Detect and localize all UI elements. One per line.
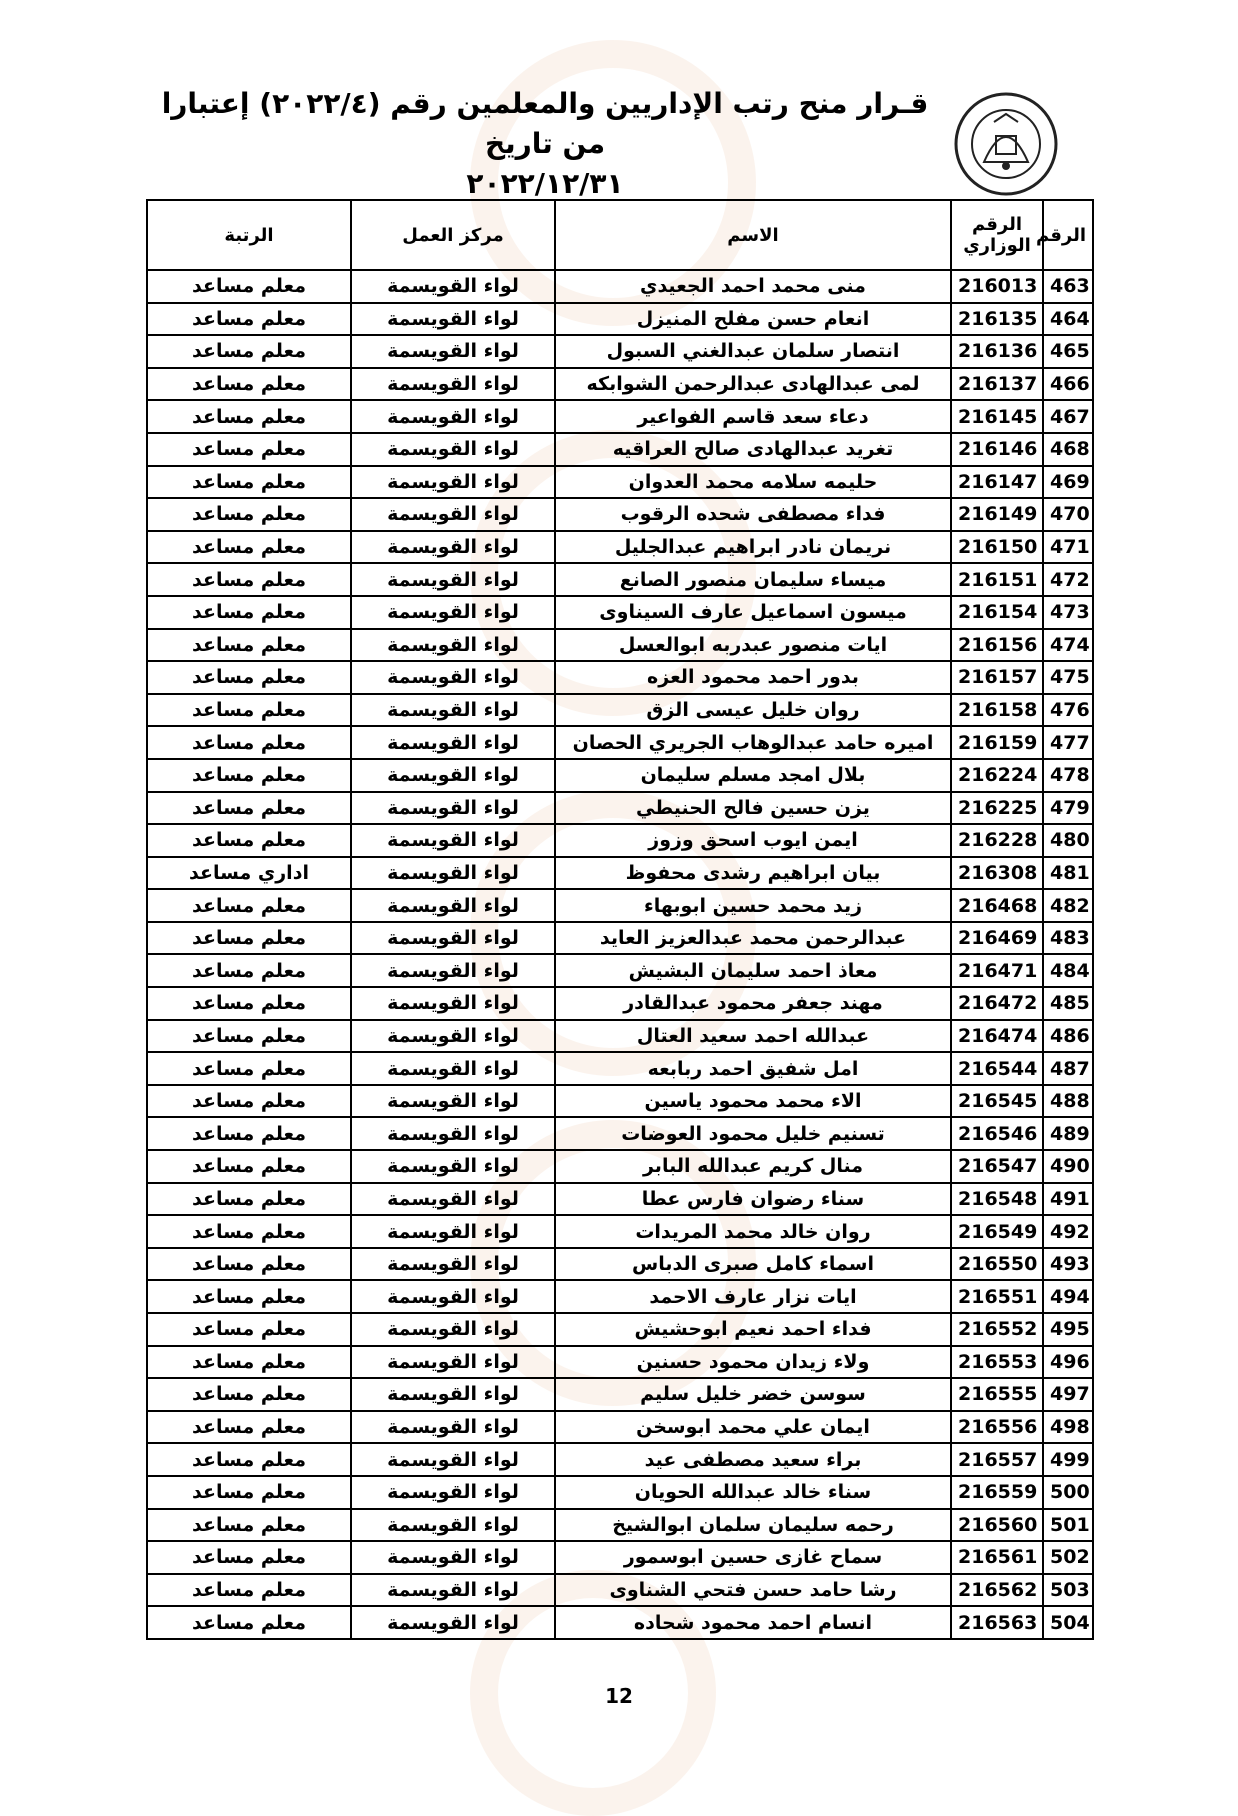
cell-no: 477 xyxy=(1043,726,1093,759)
cell-name: نريمان نادر ابراهيم عبدالجليل xyxy=(555,531,951,564)
table-row xyxy=(147,335,1093,368)
cell-name: براء سعيد مصطفى عيد xyxy=(555,1443,951,1476)
cell-name: ايمان علي محمد ابوسخن xyxy=(555,1411,951,1444)
cell-name: عبدالرحمن محمد عبدالعزيز العايد xyxy=(555,922,951,955)
cell-work-center: لواء القويسمة xyxy=(351,1150,555,1183)
cell-work-center: لواء القويسمة xyxy=(351,1280,555,1313)
cell-name: انعام حسن مفلح المنيزل xyxy=(555,303,951,336)
cell-name: انسام احمد محمود شحاده xyxy=(555,1606,951,1639)
table-row xyxy=(147,1378,1093,1411)
cell-work-center: لواء القويسمة xyxy=(351,335,555,368)
cell-no: 492 xyxy=(1043,1215,1093,1248)
table-row xyxy=(147,1280,1093,1313)
cell-rank: معلم مساعد xyxy=(147,759,351,792)
cell-no: 488 xyxy=(1043,1085,1093,1118)
table-row xyxy=(147,1443,1093,1476)
cell-name: دعاء سعد قاسم الفواعير xyxy=(555,400,951,433)
table-row xyxy=(147,531,1093,564)
cell-name: سناء خالد عبدالله الحويان xyxy=(555,1476,951,1509)
cell-name: منال كريم عبدالله البابر xyxy=(555,1150,951,1183)
cell-ministry-no: 216137 xyxy=(951,368,1043,401)
title-line-2: ٢٠٢٢/١٢/٣١ xyxy=(466,167,624,200)
table-row xyxy=(147,466,1093,499)
cell-ministry-no: 216547 xyxy=(951,1150,1043,1183)
cell-ministry-no: 216224 xyxy=(951,759,1043,792)
cell-work-center: لواء القويسمة xyxy=(351,1020,555,1053)
table-row xyxy=(147,433,1093,466)
cell-name: مهند جعفر محمود عبدالقادر xyxy=(555,987,951,1020)
cell-rank: معلم مساعد xyxy=(147,792,351,825)
cell-no: 464 xyxy=(1043,303,1093,336)
table-row xyxy=(147,1509,1093,1542)
table-row xyxy=(147,1313,1093,1346)
cell-no: 481 xyxy=(1043,857,1093,890)
cell-rank: معلم مساعد xyxy=(147,1117,351,1150)
table-row xyxy=(147,1476,1093,1509)
cell-name: حليمه سلامه محمد العدوان xyxy=(555,466,951,499)
cell-ministry-no: 216147 xyxy=(951,466,1043,499)
table-row xyxy=(147,922,1093,955)
ministry-seal-icon xyxy=(954,92,1058,196)
cell-work-center: لواء القويسمة xyxy=(351,596,555,629)
cell-name: اميره حامد عبدالوهاب الجريري الحصان xyxy=(555,726,951,759)
cell-name: تغريد عبدالهادى صالح العراقيه xyxy=(555,433,951,466)
table-row xyxy=(147,1606,1093,1639)
cell-ministry-no: 216474 xyxy=(951,1020,1043,1053)
cell-ministry-no: 216550 xyxy=(951,1248,1043,1281)
table-row xyxy=(147,694,1093,727)
cell-ministry-no: 216548 xyxy=(951,1183,1043,1216)
cell-work-center: لواء القويسمة xyxy=(351,466,555,499)
table-row xyxy=(147,889,1093,922)
cell-work-center: لواء القويسمة xyxy=(351,531,555,564)
column-header-no: الرقم xyxy=(1043,200,1093,270)
cell-rank: معلم مساعد xyxy=(147,824,351,857)
cell-ministry-no: 216555 xyxy=(951,1378,1043,1411)
cell-rank: معلم مساعد xyxy=(147,1150,351,1183)
cell-ministry-no: 216552 xyxy=(951,1313,1043,1346)
cell-name: اسماء كامل صبرى الدباس xyxy=(555,1248,951,1281)
cell-rank: معلم مساعد xyxy=(147,400,351,433)
column-header-ministry-no: الرقم الوزاري xyxy=(951,200,1043,270)
cell-name: فداء احمد نعيم ابوحشيش xyxy=(555,1313,951,1346)
cell-no: 472 xyxy=(1043,563,1093,596)
cell-work-center: لواء القويسمة xyxy=(351,1183,555,1216)
cell-ministry-no: 216150 xyxy=(951,531,1043,564)
cell-rank: معلم مساعد xyxy=(147,1574,351,1607)
table-row xyxy=(147,759,1093,792)
cell-work-center: لواء القويسمة xyxy=(351,629,555,662)
cell-rank: معلم مساعد xyxy=(147,1280,351,1313)
cell-work-center: لواء القويسمة xyxy=(351,368,555,401)
column-header-work-center: مركز العمل xyxy=(351,200,555,270)
table-row xyxy=(147,726,1093,759)
cell-no: 479 xyxy=(1043,792,1093,825)
cell-no: 482 xyxy=(1043,889,1093,922)
table-header-row xyxy=(147,200,1093,270)
cell-name: سماح غازى حسين ابوسمور xyxy=(555,1541,951,1574)
cell-rank: معلم مساعد xyxy=(147,1346,351,1379)
cell-no: 489 xyxy=(1043,1117,1093,1150)
cell-rank: معلم مساعد xyxy=(147,1020,351,1053)
cell-name: عبدالله احمد سعيد العتال xyxy=(555,1020,951,1053)
cell-name: لمى عبدالهادى عبدالرحمن الشوابكه xyxy=(555,368,951,401)
cell-name: ميسون اسماعيل عارف السيناوى xyxy=(555,596,951,629)
cell-no: 503 xyxy=(1043,1574,1093,1607)
cell-rank: معلم مساعد xyxy=(147,1085,351,1118)
cell-ministry-no: 216545 xyxy=(951,1085,1043,1118)
cell-work-center: لواء القويسمة xyxy=(351,889,555,922)
cell-work-center: لواء القويسمة xyxy=(351,1541,555,1574)
table-row xyxy=(147,1248,1093,1281)
cell-work-center: لواء القويسمة xyxy=(351,433,555,466)
table-row xyxy=(147,1085,1093,1118)
cell-no: 474 xyxy=(1043,629,1093,662)
cell-work-center: لواء القويسمة xyxy=(351,1248,555,1281)
cell-ministry-no: 216151 xyxy=(951,563,1043,596)
cell-rank: معلم مساعد xyxy=(147,1052,351,1085)
cell-rank: معلم مساعد xyxy=(147,1378,351,1411)
cell-work-center: لواء القويسمة xyxy=(351,1215,555,1248)
cell-rank: معلم مساعد xyxy=(147,922,351,955)
table-row xyxy=(147,1183,1093,1216)
cell-no: 496 xyxy=(1043,1346,1093,1379)
cell-ministry-no: 216157 xyxy=(951,661,1043,694)
cell-ministry-no: 216225 xyxy=(951,792,1043,825)
cell-name: روان خليل عيسى الزق xyxy=(555,694,951,727)
cell-name: روان خالد محمد المريدات xyxy=(555,1215,951,1248)
cell-rank: معلم مساعد xyxy=(147,1215,351,1248)
cell-rank: معلم مساعد xyxy=(147,1411,351,1444)
table-row xyxy=(147,857,1093,890)
cell-ministry-no: 216158 xyxy=(951,694,1043,727)
cell-work-center: لواء القويسمة xyxy=(351,270,555,303)
cell-name: رحمه سليمان سلمان ابوالشيخ xyxy=(555,1509,951,1542)
cell-no: 475 xyxy=(1043,661,1093,694)
cell-work-center: لواء القويسمة xyxy=(351,1117,555,1150)
cell-no: 501 xyxy=(1043,1509,1093,1542)
cell-work-center: لواء القويسمة xyxy=(351,1085,555,1118)
cell-work-center: لواء القويسمة xyxy=(351,726,555,759)
cell-ministry-no: 216557 xyxy=(951,1443,1043,1476)
cell-ministry-no: 216159 xyxy=(951,726,1043,759)
cell-no: 486 xyxy=(1043,1020,1093,1053)
cell-rank: معلم مساعد xyxy=(147,1313,351,1346)
cell-no: 465 xyxy=(1043,335,1093,368)
cell-no: 490 xyxy=(1043,1150,1093,1183)
table-row xyxy=(147,563,1093,596)
cell-name: تسنيم خليل محمود العوضات xyxy=(555,1117,951,1150)
table-row xyxy=(147,498,1093,531)
cell-no: 471 xyxy=(1043,531,1093,564)
table-row xyxy=(147,400,1093,433)
cell-name: منى محمد احمد الجعيدي xyxy=(555,270,951,303)
cell-name: رشا حامد حسن فتحي الشناوى xyxy=(555,1574,951,1607)
cell-name: ايات نزار عارف الاحمد xyxy=(555,1280,951,1313)
cell-ministry-no: 216472 xyxy=(951,987,1043,1020)
cell-no: 495 xyxy=(1043,1313,1093,1346)
cell-rank: معلم مساعد xyxy=(147,303,351,336)
cell-name: بدور احمد محمود العزه xyxy=(555,661,951,694)
page-number: 12 xyxy=(605,1684,633,1708)
table-row xyxy=(147,1117,1093,1150)
cell-no: 498 xyxy=(1043,1411,1093,1444)
document-title xyxy=(150,84,940,204)
cell-no: 467 xyxy=(1043,400,1093,433)
cell-ministry-no: 216136 xyxy=(951,335,1043,368)
table-row xyxy=(147,629,1093,662)
cell-no: 485 xyxy=(1043,987,1093,1020)
cell-no: 468 xyxy=(1043,433,1093,466)
cell-no: 463 xyxy=(1043,270,1093,303)
cell-ministry-no: 216146 xyxy=(951,433,1043,466)
cell-name: معاذ احمد سليمان البشيش xyxy=(555,954,951,987)
cell-ministry-no: 216013 xyxy=(951,270,1043,303)
promotions-table xyxy=(146,199,1094,1640)
table-row xyxy=(147,954,1093,987)
cell-no: 494 xyxy=(1043,1280,1093,1313)
cell-ministry-no: 216559 xyxy=(951,1476,1043,1509)
cell-no: 480 xyxy=(1043,824,1093,857)
cell-rank: معلم مساعد xyxy=(147,1248,351,1281)
cell-ministry-no: 216149 xyxy=(951,498,1043,531)
cell-name: ايات منصور عبدربه ابوالعسل xyxy=(555,629,951,662)
cell-ministry-no: 216553 xyxy=(951,1346,1043,1379)
cell-rank: معلم مساعد xyxy=(147,596,351,629)
cell-no: 487 xyxy=(1043,1052,1093,1085)
table-row xyxy=(147,368,1093,401)
cell-rank: معلم مساعد xyxy=(147,563,351,596)
cell-name: الاء محمد محمود ياسين xyxy=(555,1085,951,1118)
cell-ministry-no: 216561 xyxy=(951,1541,1043,1574)
cell-ministry-no: 216544 xyxy=(951,1052,1043,1085)
table-row xyxy=(147,792,1093,825)
cell-ministry-no: 216471 xyxy=(951,954,1043,987)
cell-rank: اداري مساعد xyxy=(147,857,351,890)
cell-name: فداء مصطفى شحده الرقوب xyxy=(555,498,951,531)
cell-name: سوسن خضر خليل سليم xyxy=(555,1378,951,1411)
cell-name: ولاء زيدان محمود حسنين xyxy=(555,1346,951,1379)
table-row xyxy=(147,1052,1093,1085)
cell-no: 470 xyxy=(1043,498,1093,531)
table-row xyxy=(147,1020,1093,1053)
cell-name: بلال امجد مسلم سليمان xyxy=(555,759,951,792)
cell-no: 499 xyxy=(1043,1443,1093,1476)
cell-no: 483 xyxy=(1043,922,1093,955)
table-row xyxy=(147,1150,1093,1183)
cell-ministry-no: 216563 xyxy=(951,1606,1043,1639)
cell-rank: معلم مساعد xyxy=(147,661,351,694)
cell-rank: معلم مساعد xyxy=(147,368,351,401)
cell-no: 502 xyxy=(1043,1541,1093,1574)
table-row xyxy=(147,987,1093,1020)
cell-ministry-no: 216551 xyxy=(951,1280,1043,1313)
cell-rank: معلم مساعد xyxy=(147,889,351,922)
cell-rank: معلم مساعد xyxy=(147,1443,351,1476)
cell-work-center: لواء القويسمة xyxy=(351,1378,555,1411)
table-row xyxy=(147,824,1093,857)
cell-rank: معلم مساعد xyxy=(147,694,351,727)
column-header-rank: الرتبة xyxy=(147,200,351,270)
cell-rank: معلم مساعد xyxy=(147,1606,351,1639)
cell-ministry-no: 216228 xyxy=(951,824,1043,857)
cell-work-center: لواء القويسمة xyxy=(351,303,555,336)
cell-no: 469 xyxy=(1043,466,1093,499)
cell-work-center: لواء القويسمة xyxy=(351,661,555,694)
cell-rank: معلم مساعد xyxy=(147,335,351,368)
table-row xyxy=(147,270,1093,303)
cell-work-center: لواء القويسمة xyxy=(351,824,555,857)
cell-ministry-no: 216145 xyxy=(951,400,1043,433)
cell-rank: معلم مساعد xyxy=(147,1183,351,1216)
cell-no: 484 xyxy=(1043,954,1093,987)
cell-rank: معلم مساعد xyxy=(147,954,351,987)
cell-name: ايمن ايوب اسحق وزوز xyxy=(555,824,951,857)
cell-work-center: لواء القويسمة xyxy=(351,1574,555,1607)
cell-rank: معلم مساعد xyxy=(147,1476,351,1509)
table-row xyxy=(147,661,1093,694)
cell-name: انتصار سلمان عبدالغني السبول xyxy=(555,335,951,368)
cell-rank: معلم مساعد xyxy=(147,433,351,466)
table-row xyxy=(147,303,1093,336)
cell-work-center: لواء القويسمة xyxy=(351,1476,555,1509)
cell-work-center: لواء القويسمة xyxy=(351,498,555,531)
cell-ministry-no: 216469 xyxy=(951,922,1043,955)
cell-ministry-no: 216135 xyxy=(951,303,1043,336)
cell-work-center: لواء القويسمة xyxy=(351,954,555,987)
cell-name: يزن حسين فالح الحنيطي xyxy=(555,792,951,825)
cell-no: 473 xyxy=(1043,596,1093,629)
cell-no: 500 xyxy=(1043,1476,1093,1509)
cell-rank: معلم مساعد xyxy=(147,629,351,662)
cell-ministry-no: 216549 xyxy=(951,1215,1043,1248)
cell-work-center: لواء القويسمة xyxy=(351,400,555,433)
cell-ministry-no: 216308 xyxy=(951,857,1043,890)
cell-work-center: لواء القويسمة xyxy=(351,857,555,890)
cell-no: 466 xyxy=(1043,368,1093,401)
cell-name: امل شفيق احمد ربابعه xyxy=(555,1052,951,1085)
table-row xyxy=(147,1411,1093,1444)
table-row xyxy=(147,1541,1093,1574)
cell-work-center: لواء القويسمة xyxy=(351,1411,555,1444)
cell-work-center: لواء القويسمة xyxy=(351,1346,555,1379)
cell-no: 504 xyxy=(1043,1606,1093,1639)
cell-rank: معلم مساعد xyxy=(147,270,351,303)
cell-work-center: لواء القويسمة xyxy=(351,759,555,792)
table-row xyxy=(147,596,1093,629)
column-header-name: الاسم xyxy=(555,200,951,270)
cell-name: زيد محمد حسين ابوبهاء xyxy=(555,889,951,922)
cell-no: 491 xyxy=(1043,1183,1093,1216)
cell-work-center: لواء القويسمة xyxy=(351,792,555,825)
cell-rank: معلم مساعد xyxy=(147,1509,351,1542)
cell-work-center: لواء القويسمة xyxy=(351,1443,555,1476)
title-line-1: قـرار منح رتب الإداريين والمعلمين رقم (٢٠٢٢/٤) إعتبارا من تاريخ xyxy=(161,87,929,160)
table-row xyxy=(147,1574,1093,1607)
cell-work-center: لواء القويسمة xyxy=(351,1509,555,1542)
cell-ministry-no: 216156 xyxy=(951,629,1043,662)
cell-no: 476 xyxy=(1043,694,1093,727)
cell-ministry-no: 216154 xyxy=(951,596,1043,629)
cell-ministry-no: 216562 xyxy=(951,1574,1043,1607)
table-row xyxy=(147,1346,1093,1379)
cell-no: 493 xyxy=(1043,1248,1093,1281)
cell-no: 497 xyxy=(1043,1378,1093,1411)
cell-name: بيان ابراهيم رشدى محفوظ xyxy=(555,857,951,890)
table-row xyxy=(147,1215,1093,1248)
cell-work-center: لواء القويسمة xyxy=(351,694,555,727)
cell-ministry-no: 216556 xyxy=(951,1411,1043,1444)
cell-rank: معلم مساعد xyxy=(147,726,351,759)
cell-rank: معلم مساعد xyxy=(147,498,351,531)
cell-ministry-no: 216560 xyxy=(951,1509,1043,1542)
cell-rank: معلم مساعد xyxy=(147,1541,351,1574)
cell-work-center: لواء القويسمة xyxy=(351,922,555,955)
cell-name: ميساء سليمان منصور الصانع xyxy=(555,563,951,596)
cell-work-center: لواء القويسمة xyxy=(351,1606,555,1639)
cell-work-center: لواء القويسمة xyxy=(351,987,555,1020)
cell-rank: معلم مساعد xyxy=(147,987,351,1020)
cell-work-center: لواء القويسمة xyxy=(351,1313,555,1346)
cell-work-center: لواء القويسمة xyxy=(351,563,555,596)
cell-ministry-no: 216468 xyxy=(951,889,1043,922)
cell-rank: معلم مساعد xyxy=(147,531,351,564)
cell-ministry-no: 216546 xyxy=(951,1117,1043,1150)
cell-no: 478 xyxy=(1043,759,1093,792)
cell-name: سناء رضوان فارس عطا xyxy=(555,1183,951,1216)
cell-work-center: لواء القويسمة xyxy=(351,1052,555,1085)
cell-rank: معلم مساعد xyxy=(147,466,351,499)
